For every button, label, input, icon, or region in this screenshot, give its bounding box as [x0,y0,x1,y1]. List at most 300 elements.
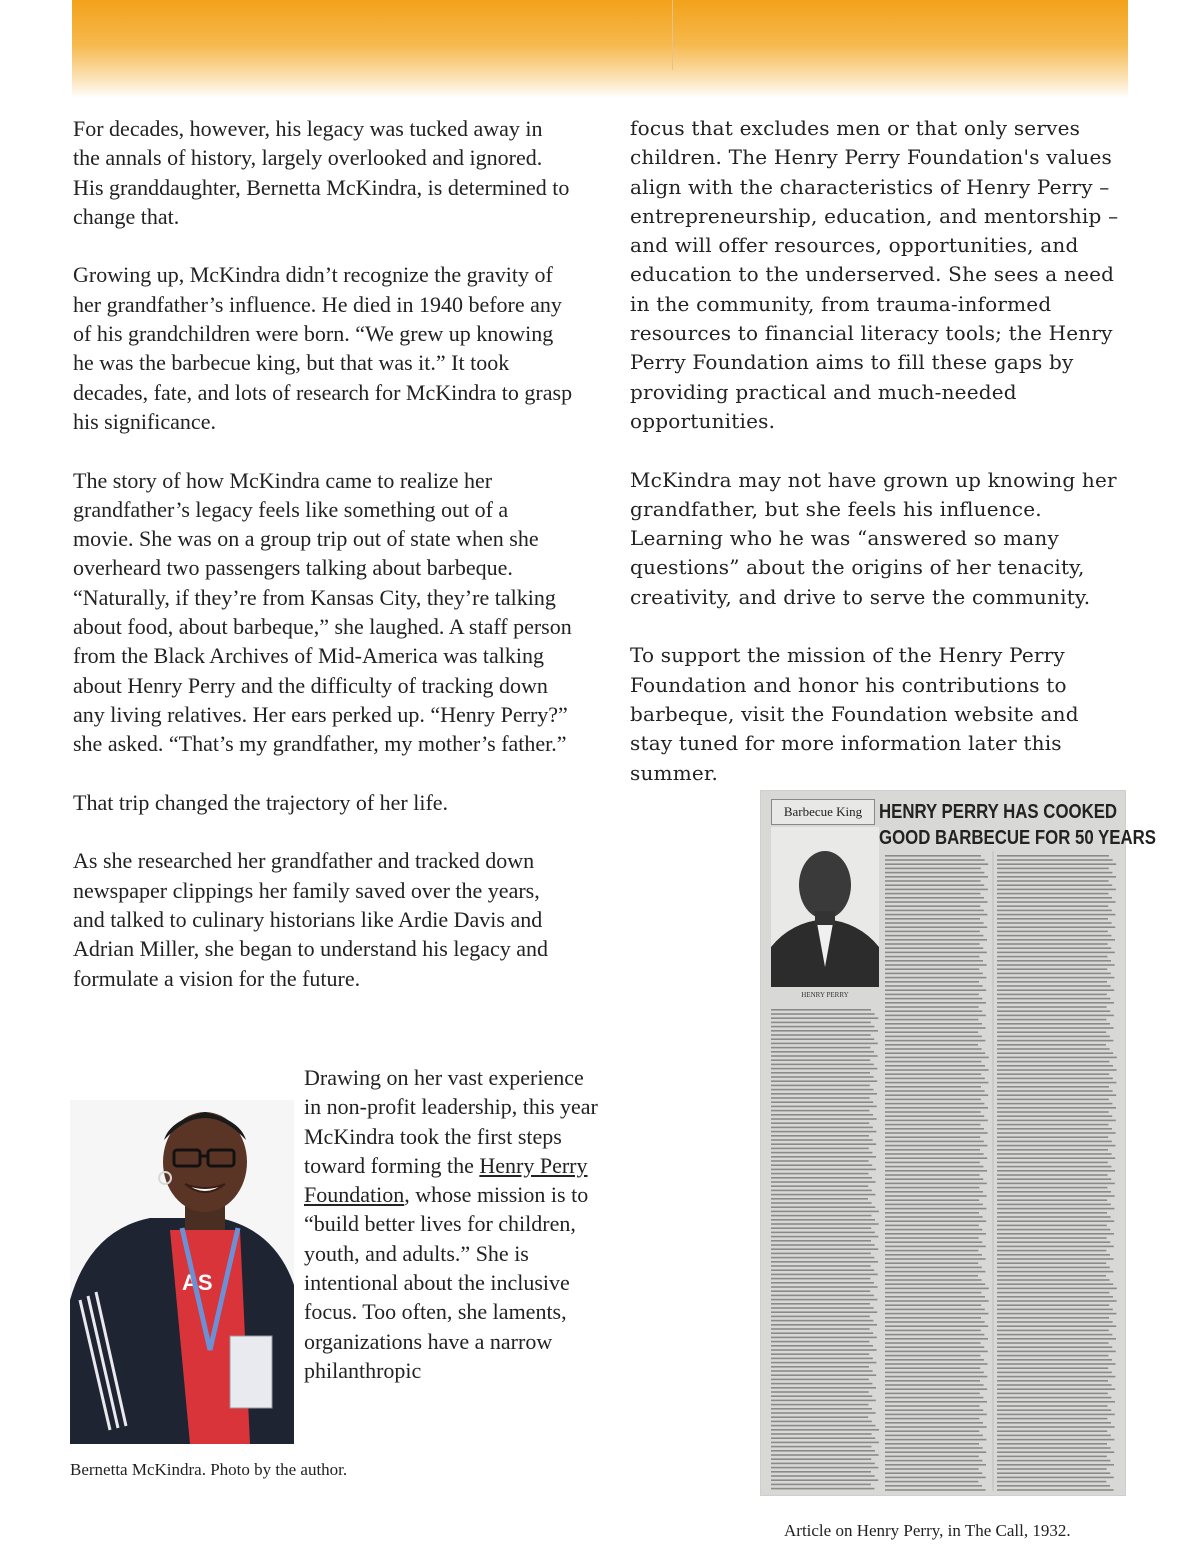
newsprint-line [885,1069,989,1071]
newspaper-clipping [760,790,1156,1496]
newsprint-line [885,1229,982,1231]
newsprint-line [885,1237,979,1239]
newsprint-line [997,926,1115,928]
newsprint-line [885,1367,980,1369]
newsprint-line [771,1290,870,1292]
newsprint-line [997,1204,1111,1206]
newsprint-line [885,1107,988,1109]
newsprint-line [997,960,1111,962]
newsprint-line [885,1363,988,1365]
newsprint-line [885,1178,983,1180]
newsprint-line [771,1320,873,1322]
newsprint-line [885,1006,979,1008]
newsprint-line [771,1223,879,1225]
newsprint-line [771,1458,871,1460]
newsprint-line [771,1072,870,1074]
clipping-caption: Article on Henry Perry, in The Call, 1932. [784,1521,1071,1540]
newsprint-line [997,1166,1111,1168]
newsprint-line [771,1265,871,1267]
newsprint-line [885,1174,980,1176]
newsprint-line [885,1187,979,1189]
newsprint-line [997,1468,1107,1470]
newsprint-line [997,1380,1108,1382]
newsprint-line [997,1212,1107,1214]
newsprint-line [771,1097,870,1099]
newsprint-line [997,956,1107,958]
newsprint-line [997,1078,1113,1080]
newsprint-line [771,1030,878,1032]
newsprint-line [997,939,1115,941]
newsprint-line [771,1362,876,1364]
text-segment: , whose mission is to “build better lives for children, youth, and adults.” She is intentional about the inclusive focus. Too often, she laments, organizations have a narrow philanthropic [304,1182,589,1383]
newsprint-line [997,1334,1112,1336]
newsprint-line [771,1013,875,1015]
newsprint-line [997,1422,1111,1424]
newsprint-line [885,1015,986,1017]
newsprint-line [771,1387,876,1389]
newsprint-line [771,1395,872,1397]
newsprint-line [885,1288,989,1290]
paragraph: As she researched her grandfather and tracked down newspaper clippings her family saved over the years, and talked to culinary historians like Ardie Davis and Adrian Miller, she began to understand his legacy and formulate a vision for the future. [73,848,549,991]
newsprint-line [997,893,1108,895]
newsprint-line [885,1292,981,1294]
newsprint-line [771,1404,868,1406]
newsprint-line [997,1111,1109,1113]
newsprint-line [885,905,980,907]
newsprint-line [997,1330,1109,1332]
newsprint-line [885,1355,980,1357]
newsprint-line [997,1019,1106,1021]
newsprint-line [885,1002,986,1004]
newsprint-line [885,1393,980,1395]
newsprint-line [885,1136,980,1138]
right-column [630,114,1120,788]
newsprint-line [997,1027,1114,1029]
newsprint-line [885,918,980,920]
newsprint-line [885,1195,987,1197]
newsprint-line [997,1372,1112,1374]
newsprint-line [885,910,984,912]
newsprint-line [771,1437,875,1439]
newsprint-line [885,1212,979,1214]
headline-line: GOOD BARBECUE FOR 50 YEARS [879,827,1156,849]
headline-line: HENRY PERRY HAS COOKED [879,801,1118,823]
newsprint-line [771,1022,871,1024]
newsprint-line [771,1089,873,1091]
newsprint-line [771,1446,871,1448]
left-column [73,114,573,993]
newsprint-line [771,1110,869,1112]
newsprint-line [771,1370,873,1372]
newsprint-line [997,905,1108,907]
newsprint-line [997,1199,1107,1201]
newsprint-line [885,960,983,962]
newsprint-line [771,1374,876,1376]
newsprint-line [997,1300,1117,1302]
newsprint-line [997,1120,1116,1122]
newsprint-line [885,1388,987,1390]
newsprint-line [885,935,983,937]
newsprint-line [997,1460,1110,1462]
newsprint-line [997,1183,1115,1185]
henry-perry-foundation-link[interactable]: Henry Perry Foundation [304,1152,588,1208]
newsprint-line [771,1353,869,1355]
newsprint-line [997,1178,1111,1180]
newsprint-line [771,1421,872,1423]
newsprint-line [997,1325,1116,1327]
newsprint-line [885,1267,982,1269]
newsprint-line [997,1057,1117,1059]
newsprint-line [997,1435,1111,1437]
newsprint-line [997,1220,1114,1222]
newsprint-line [885,1216,983,1218]
newsprint-line [885,1384,984,1386]
newsprint-line [771,1076,874,1078]
newsprint-line [885,1414,987,1416]
newsprint-line [885,1183,987,1185]
newsprint-line [885,1342,981,1344]
newsprint-line [885,1128,984,1130]
newsprint-line [997,1157,1115,1159]
newsprint-line [997,1115,1112,1117]
newsprint-line [997,1216,1111,1218]
newsprint-line [771,1425,875,1427]
newsprint-line [885,1300,989,1302]
newsprint-line [771,1358,873,1360]
newsprint-line [997,1149,1108,1151]
newsprint-line [885,1078,985,1080]
newsprint-line [885,1061,981,1063]
newsprint-line [885,1023,982,1025]
newsprint-line [771,1475,875,1477]
newsprint-line [885,1111,981,1113]
newsprint-line [997,855,1109,857]
newsprint-line [771,1122,869,1124]
newsprint-line [997,1317,1109,1319]
newsprint-line [997,1191,1111,1193]
newsprint-line [885,1468,979,1470]
newsprint-line [771,1118,877,1120]
newsprint-line [771,1433,872,1435]
newsprint-line [771,1337,877,1339]
newsprint-line [997,1477,1114,1479]
newsprint-line [771,1227,871,1229]
newsprint-line [771,1316,870,1318]
newsprint-line [885,1418,979,1420]
newsprint-line [997,914,1115,916]
newsprint-line [771,1068,877,1070]
newsprint-line [885,1115,984,1117]
newsprint-line [885,1233,986,1235]
newsprint-line [997,1447,1111,1449]
newsprint-line [997,1124,1108,1126]
newsprint-line [997,947,1111,949]
newsprint-line [885,1439,986,1441]
newsprint-line [771,1274,878,1276]
newsprint-line [885,981,979,983]
newsprint-line [997,981,1107,983]
newsprint-line [885,1334,984,1336]
newsprint-line [997,985,1111,987]
newsprint-line [997,1246,1114,1248]
newsprint-line [997,1384,1112,1386]
newsprint-line [885,956,979,958]
newsprint-line [885,1246,986,1248]
newsprint-line [997,1040,1113,1042]
newsprint-line [885,1477,986,1479]
newsprint-line [771,1181,876,1183]
newsprint-line [885,1279,982,1281]
newsprint-line [997,1430,1107,1432]
newsprint-line [771,1101,873,1103]
newsprint-line [885,1086,981,1088]
newsprint-line [885,952,987,954]
newsprint-line [771,1345,873,1347]
newsprint-line [885,1405,980,1407]
newsprint-line [997,1439,1114,1441]
newsprint-line [885,897,984,899]
newsprint-line [771,1055,878,1057]
paragraph: Growing up, McKindra didn’t recognize the gravity of her grandfather’s influence. He died in 1940 before any of his grandchildren were born. “We grew up knowing he was the barbecue king, but that was it.” It took decades, fate, and lots of research for McKindra to grasp his significance. [73,262,573,434]
newsprint-line [997,1489,1114,1491]
newsprint-line [997,1283,1113,1285]
newsprint-line [885,1036,982,1038]
newsprint-line [997,1069,1117,1071]
newsprint-line [885,1027,986,1029]
paragraph: For decades, however, his legacy was tucked away in the annals of history, largely overlooked and ignored. His granddaughter, Bernetta McKindra, is determined to change that. [73,116,570,229]
newsprint-line [771,1311,877,1313]
newsprint-line [997,1174,1108,1176]
newsprint-line [997,1170,1115,1172]
newsprint-line [771,1047,870,1049]
newsprint-line [997,1288,1117,1290]
newsprint-line [885,1346,984,1348]
newsprint-line [997,1296,1113,1298]
newsprint-line [997,968,1107,970]
newsprint-line [997,977,1114,979]
newsprint-line [997,872,1112,874]
newsprint-line [997,922,1112,924]
newsprint-line [885,1132,988,1134]
newsprint-line [997,1313,1116,1315]
newsprint-line [771,1206,875,1208]
newsprint-line [885,1485,982,1487]
newsprint-line [885,994,979,996]
newsprint-line [997,1052,1113,1054]
newsprint-line [771,1038,874,1040]
newsprint-line [885,1409,983,1411]
newsprint-line [771,1429,879,1431]
newsprint-line [771,1341,869,1343]
newsprint-line [997,1006,1107,1008]
newsprint-line [997,1015,1114,1017]
newsprint-line [885,1241,982,1243]
newsprint-line [997,1086,1109,1088]
newsprint-line [885,1120,988,1122]
newsprint-line [885,1372,984,1374]
newsprint-line [997,1409,1111,1411]
newsprint-line [771,1009,871,1011]
newsprint-line [771,1177,872,1179]
newsprint-line [771,1198,868,1200]
newsprint-line [997,880,1109,882]
newsprint-line [997,1162,1108,1164]
newsprint-line [885,1103,984,1105]
newsprint-line [885,868,981,870]
newsprint-line [885,1141,984,1143]
newsprint-line [885,1304,981,1306]
newsprint-line [885,1317,981,1319]
newsprint-line [997,1099,1109,1101]
newsprint-line [997,1472,1110,1474]
newsprint-line [885,1271,985,1273]
newsprint-line [885,998,982,1000]
newsprint-line [885,1422,983,1424]
newsprint-line [885,1031,978,1033]
newsprint-line [885,1296,985,1298]
newsprint-line [997,1401,1115,1403]
newsprint-line [771,1152,872,1154]
newsprint-line [885,1359,984,1361]
newsprint-line [885,1208,986,1210]
newsprint-line [885,1262,978,1264]
newsprint-line [885,863,988,865]
newsprint-line [997,964,1115,966]
newsprint-line [997,1393,1108,1395]
newsprint-line [885,1145,987,1147]
newsprint-line [771,1282,874,1284]
newsprint-line [771,1093,877,1095]
newsprint-line [885,1330,981,1332]
newsprint-line [885,1250,978,1252]
newsprint-line [771,1240,871,1242]
newsprint-line [771,1131,876,1133]
newsprint-line [997,1061,1109,1063]
newsprint-line [771,1219,875,1221]
newsprint-line [771,1114,873,1116]
newsprint-line [771,1278,870,1280]
banner-divider [672,0,673,70]
newsprint-line [997,1195,1115,1197]
newsprint-line [997,1367,1108,1369]
newsprint-line [885,1170,987,1172]
newsprint-line [885,1397,983,1399]
newsprint-line [997,1338,1116,1340]
newsprint-line [771,1164,872,1166]
newsprint-line [885,872,984,874]
newsprint-line [997,1002,1114,1004]
newsprint-line [885,985,983,987]
newsprint-line [885,1225,979,1227]
newsprint-line [771,1034,871,1036]
newsprint-line [885,977,986,979]
newsprint-line [997,1346,1112,1348]
newsprint-line [885,893,980,895]
paragraph: To support the mission of the Henry Perry Foundation and honor his contributions to barbeque, visit the Foundation website and stay tuned for more information later this summer. [630,643,1079,785]
newsprint-line [885,1099,981,1101]
newsprint-line [997,1481,1106,1483]
newsprint-line [885,1162,980,1164]
newsprint-line [771,1017,878,1019]
newsprint-line [771,1383,872,1385]
newsprint-line [997,1141,1112,1143]
newsprint-line [885,1153,984,1155]
newsprint-line [997,989,1114,991]
newsprint-line [885,1090,985,1092]
newsprint-line [997,1233,1114,1235]
newsprint-line [997,1426,1115,1428]
newsprint-line [885,1019,978,1021]
newsprint-line [885,1057,989,1059]
newsprint-line [997,1229,1110,1231]
newsprint-line [997,863,1116,865]
newsprint-line [885,1351,988,1353]
newsprint-line [885,1204,983,1206]
header-banner [72,0,1128,98]
newsprint-line [997,1267,1110,1269]
newsprint-line [997,1073,1109,1075]
newsprint-line [885,947,983,949]
newsprint-line [771,1257,874,1259]
newsprint-line [885,968,979,970]
newsprint-line [885,1481,978,1483]
newsprint-line [997,1090,1113,1092]
newsprint-line [885,1258,986,1260]
newsprint-line [997,1241,1110,1243]
newsprint-line [885,931,980,933]
newsprint-line [997,897,1112,899]
newsprint-line [771,1248,878,1250]
newsprint-line [997,1065,1113,1067]
newsprint-line [885,943,980,945]
newsprint-line [997,943,1108,945]
newsprint-line [997,935,1111,937]
newsprint-line [885,1489,986,1491]
newsprint-line [885,1149,980,1151]
newsprint-line [771,1286,878,1288]
newsprint-line [771,1328,870,1330]
newsprint-line [885,1472,982,1474]
newsprint-line [997,1103,1112,1105]
newsprint-line [885,1464,986,1466]
clipping-photo-label: HENRY PERRY [801,991,849,999]
newsprint-line [885,1338,988,1340]
newsprint-line [771,1349,877,1351]
newsprint-line [997,1036,1110,1038]
newsprint-line [885,1220,986,1222]
newsprint-line [885,884,984,886]
newsprint-line [997,868,1109,870]
newsprint-line [771,1232,875,1234]
newsprint-line [771,1261,878,1263]
newsprint-line [997,901,1116,903]
newsprint-line [997,1321,1113,1323]
newsprint-line [997,910,1112,912]
newsprint-line [771,1085,870,1087]
newsprint-line [771,1106,877,1108]
newsprint-line [885,1435,983,1437]
newsprint-line [885,922,984,924]
newsprint-line [885,1094,988,1096]
newsprint-line [885,1275,978,1277]
newsprint-line [885,989,986,991]
svg-text:AS: AS [182,1270,213,1295]
newsprint-line [885,1199,979,1201]
newsprint-line [885,1283,985,1285]
newsprint-line [885,1325,988,1327]
clipping-box-label: Barbecue King [771,799,875,825]
newsprint-line [997,998,1110,1000]
